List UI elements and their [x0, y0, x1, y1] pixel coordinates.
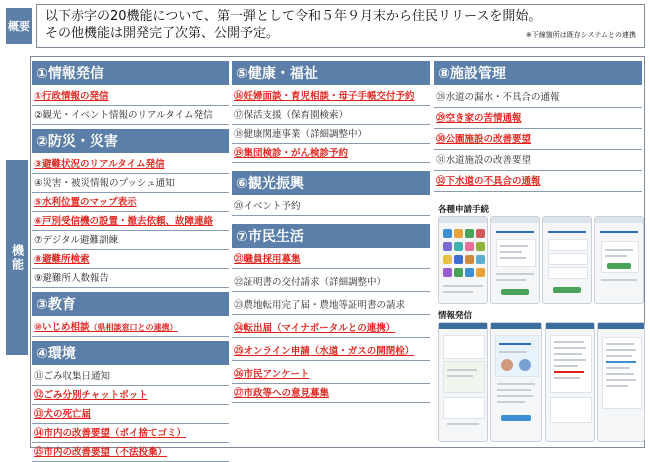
feature-item: [434, 108, 642, 129]
feature-item: [232, 125, 430, 144]
category-facilities: ⑧施設管理: [434, 61, 642, 85]
feature-item: [232, 144, 430, 163]
functions-tag: 機能: [6, 160, 28, 355]
overview-tag: 概要: [6, 8, 32, 44]
feature-item: [32, 231, 229, 250]
feature-label: ㉔転出届（マイナポータルとの連携）: [234, 323, 396, 334]
feature-item: [32, 106, 229, 125]
feature-item: [434, 150, 642, 171]
feature-item: [434, 129, 642, 150]
feature-label: ⑦デジタル避難訓練: [34, 235, 118, 246]
overview-box: [36, 4, 645, 48]
feature-label: ㉖市民アンケート: [234, 369, 310, 380]
feature-label: ⑪ごみ収集日通知: [34, 371, 111, 382]
feature-item: [32, 87, 229, 106]
feature-item: [232, 87, 430, 106]
feature-item: [434, 87, 642, 108]
app-screen-form: [490, 216, 540, 304]
category-civic-life: ⑦市民生活: [232, 224, 430, 248]
feature-label: ⑬犬の死亡届: [34, 409, 92, 420]
column-2: [232, 61, 430, 403]
feature-label: ⑧避難所検索: [34, 254, 90, 265]
feature-item: [32, 405, 229, 424]
feature-label: ⑯妊婦面談・育児相談・母子手帳交付予約: [234, 91, 415, 102]
feature-item: [32, 193, 229, 212]
feature-label: ⑳イベント予約: [234, 201, 301, 212]
feature-item: [232, 273, 430, 292]
feature-label: ⑱健康関連事業（詳細調整中）: [234, 129, 368, 140]
info-screen-message: [597, 322, 645, 442]
app-screen-menu: [438, 216, 488, 304]
feature-label: ⑰保活支援（保育園検索）: [234, 110, 349, 121]
feature-item: [32, 155, 229, 174]
feature-item: [32, 318, 229, 337]
feature-sub-label: （県相談窓口との連携）: [89, 323, 178, 332]
feature-item: [32, 424, 229, 443]
feature-label: ㉙空き家の苦情通報: [436, 113, 522, 124]
column-1: [32, 61, 229, 462]
feature-item: [32, 250, 229, 269]
feature-label: ⑮市内の改善要望（不法投棄）: [34, 447, 168, 458]
info-screen-notice: [545, 322, 595, 442]
category-environment: ④環境: [32, 341, 229, 365]
feature-item: [32, 386, 229, 405]
overview-note: ※下線箇所は既存システムとの連携: [525, 31, 636, 39]
feature-item: [32, 367, 229, 386]
feature-label: ③避難状況のリアルタイム発信: [34, 159, 165, 170]
feature-label: ㉘水道の漏水・不具合の通報: [436, 92, 560, 103]
column-3: [434, 61, 642, 192]
feature-label: ㉜下水道の不具合の通報: [436, 176, 541, 187]
feature-label: ⑫ごみ分別チャットボット: [34, 390, 148, 401]
feature-item: [32, 443, 229, 462]
feature-item: [232, 384, 430, 403]
feature-label: ⑤水利位置のマップ表示: [34, 197, 137, 208]
feature-label: ㉚公園施設の改善要望: [436, 134, 532, 145]
feature-label: ⑩いじめ相談: [34, 322, 90, 333]
category-health: ⑤健康・福祉: [232, 61, 430, 85]
feature-item: [32, 212, 229, 231]
feature-item: [232, 342, 430, 361]
category-disaster: ②防災・災害: [32, 129, 229, 153]
feature-item: [32, 174, 229, 193]
app-screen-complete: [594, 216, 644, 304]
feature-label: ㉑職員採用募集: [234, 254, 301, 265]
feature-label: ⑥戸別受信機の設置・撤去依頼、故障連絡: [34, 216, 214, 227]
feature-label: ㉒証明書の交付請求（詳細調整中）: [234, 277, 387, 288]
feature-label: ㉛水道施設の改善要望: [436, 155, 532, 166]
overview-line-1: 以下赤字の20機能について、第一弾として令和５年９月末から住民リリースを開始。: [45, 9, 542, 24]
feature-item: [232, 197, 430, 216]
info-screen-article: [490, 322, 542, 442]
category-tourism: ⑥観光振興: [232, 171, 430, 195]
feature-label: ⑭市内の改善要望（ポイ捨てゴミ）: [34, 428, 187, 439]
feature-item: [232, 296, 430, 315]
feature-item: [232, 365, 430, 384]
feature-label: ②観光・イベント情報のリアルタイム発信: [34, 110, 213, 121]
feature-label: ①行政情報の発信: [34, 91, 109, 102]
feature-label: ㉕オンライン申請（水道・ガスの開閉栓）: [234, 346, 415, 357]
feature-item: [32, 269, 229, 288]
feature-label: ㉓農地転用完了届・農地等証明書の請求: [234, 300, 406, 311]
overview-line-2: その他機能は開発完了次第、公開予定。: [45, 26, 280, 41]
feature-label: ㉗市政等への意見募集: [234, 388, 330, 399]
feature-item: [232, 319, 430, 338]
app-screen-input: [542, 216, 592, 304]
info-screens-label: 情報発信: [438, 311, 473, 321]
category-info: ①情報発信: [32, 61, 229, 85]
category-education: ③教育: [32, 292, 229, 316]
info-screen-chat: [438, 322, 488, 442]
feature-label: ⑲集団検診・がん検診予約: [234, 148, 349, 159]
feature-label: ④災害・被災情報のプッシュ通知: [34, 178, 175, 189]
apply-screens-label: 各種申請手続: [438, 205, 490, 215]
feature-label: ⑨避難所人数報告: [34, 273, 110, 284]
feature-item: [434, 171, 642, 192]
feature-item: [232, 250, 430, 269]
feature-item: [232, 106, 430, 125]
